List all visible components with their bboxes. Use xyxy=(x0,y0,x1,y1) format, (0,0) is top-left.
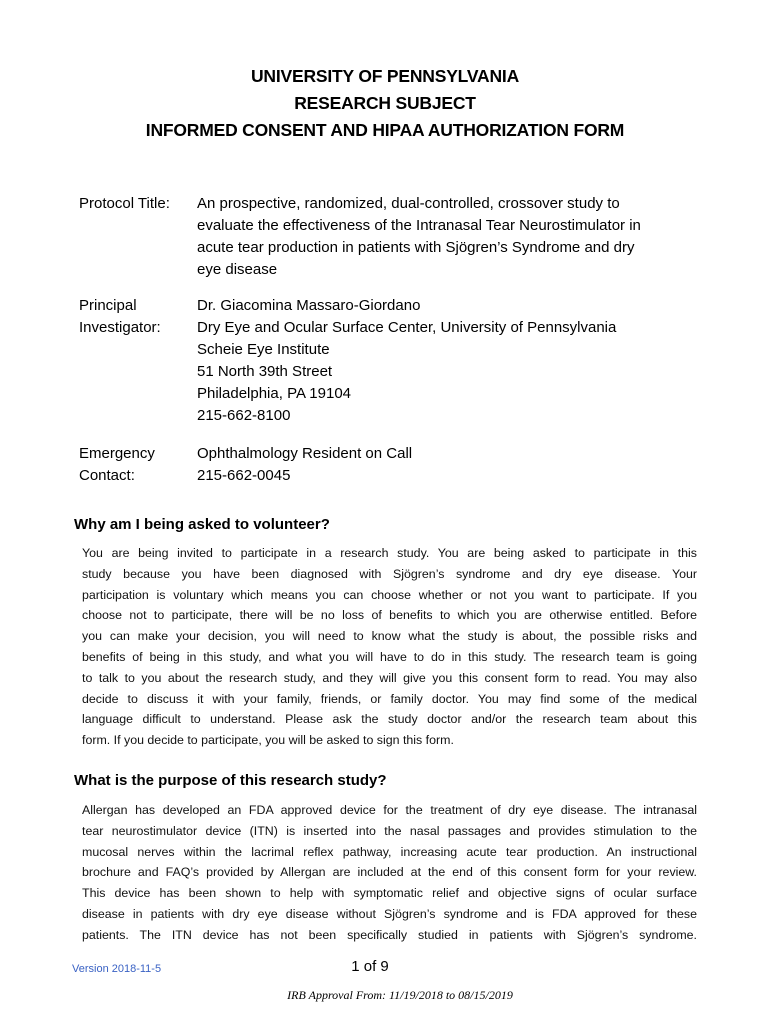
paragraph-line: You are being invited to participate in a research study. You are being asked to participate in this xyxy=(82,546,697,560)
investigator-center: Dry Eye and Ocular Surface Center, University of Pennsylvania xyxy=(197,319,617,336)
protocol-title-line: acute tear production in patients with Sjögren’s Syndrome and dry xyxy=(197,239,635,256)
paragraph-line: disease in patients with dry eye disease without Sjögren’s syndrome and is FDA approved for these xyxy=(82,906,697,921)
emergency-label-line: Emergency xyxy=(79,445,155,462)
emergency-contact-name: Ophthalmology Resident on Call xyxy=(197,445,413,462)
section-heading-volunteer: Why am I being asked to volunteer? xyxy=(74,516,330,533)
protocol-title-line: An prospective, randomized, dual-controlled, crossover study to xyxy=(197,195,620,212)
emergency-label xyxy=(79,443,197,487)
paragraph-line: study because you have been diagnosed with Sjögren’s syndrome and dry eye disease. Your xyxy=(82,566,697,581)
irb-approval: IRB Approval From: 11/19/2018 to 08/15/2019 xyxy=(287,988,513,1002)
paragraph-line: decide to discuss it with your family, friends, or family doctor. You may find some of the medical xyxy=(82,691,697,706)
paragraph-line: choose not to participate, there will be no loss of benefits to which you are otherwise entitled. Before xyxy=(82,608,697,623)
paragraph-purpose xyxy=(82,800,697,946)
paragraph-volunteer xyxy=(82,543,697,751)
protocol-row xyxy=(79,193,699,283)
title-university: UNIVERSITY OF PENNSYLVANIA xyxy=(250,66,520,86)
investigator-city: Philadelphia, PA 19104 xyxy=(197,385,352,402)
paragraph-line: patients. The ITN device has not been specifically studied in patients with Sjögren’s syndrome. xyxy=(82,927,697,942)
footer-version: Version 2018-11-5 xyxy=(72,963,162,975)
investigator-institute: Scheie Eye Institute xyxy=(197,341,330,358)
paragraph-line: to talk to you about the research study, and they will give you this consent form to read. You may also xyxy=(82,670,697,685)
paragraph-line: tear neurostimulator device (ITN) is inserted into the nasal passages and provides stimulation to the xyxy=(82,823,697,838)
investigator-street: 51 North 39th Street xyxy=(197,363,333,380)
paragraph-line: brochure and FAQ’s provided by Allergan are included at the end of this consent form for your review. xyxy=(82,865,697,880)
emergency-label-line: Contact: xyxy=(79,467,135,484)
emergency-contact-phone: 215-662-0045 xyxy=(197,467,291,484)
investigator-label-line: Principal xyxy=(79,297,137,314)
section-heading-purpose: What is the purpose of this research study? xyxy=(74,772,387,789)
paragraph-line: language difficult to understand. Please ask the study doctor and/or the research team about this xyxy=(82,712,697,727)
protocol-title xyxy=(197,193,697,281)
paragraph-line: benefits of being in this study, and what you will have to do in this study. The research team is going xyxy=(82,649,697,664)
paragraph-line: form. If you decide to participate, you will be asked to sign this form. xyxy=(82,733,454,748)
protocol-title-line: evaluate the effectiveness of the Intranasal Tear Neurostimulator in xyxy=(197,217,641,234)
investigator-label xyxy=(79,295,197,339)
paragraph-line: participation is voluntary which means you can choose whether or not you want to participate. If you xyxy=(82,587,697,602)
paragraph-line: you can make your decision, you will need to know what the study is about, the possible risks and xyxy=(82,629,697,644)
investigator-phone: 215-662-8100 xyxy=(197,407,291,424)
protocol-label: Protocol Title: xyxy=(79,195,170,212)
page-number: 1 of 9 xyxy=(351,958,389,975)
emergency-row xyxy=(79,443,699,489)
document-title xyxy=(0,63,770,144)
paragraph-line: Allergan has developed an FDA approved device for the treatment of dry eye disease. The intranasal xyxy=(82,803,697,817)
paragraph-line: mucosal nerves within the lacrimal reflex pathway, increasing acute tear production. An instructional xyxy=(82,844,697,859)
investigator-name: Dr. Giacomina Massaro-Giordano xyxy=(197,297,421,314)
protocol-title-line: eye disease xyxy=(197,261,278,278)
title-consent-form: INFORMED CONSENT AND HIPAA AUTHORIZATION FORM xyxy=(145,120,625,140)
title-research-subject: RESEARCH SUBJECT xyxy=(294,93,476,113)
paragraph-line: This device has been shown to help with symptomatic relief and objective signs of ocular surface xyxy=(82,886,697,901)
investigator-label-line: Investigator: xyxy=(79,319,161,336)
emergency-details xyxy=(197,443,697,487)
investigator-details xyxy=(197,295,697,427)
investigator-row xyxy=(79,295,699,430)
